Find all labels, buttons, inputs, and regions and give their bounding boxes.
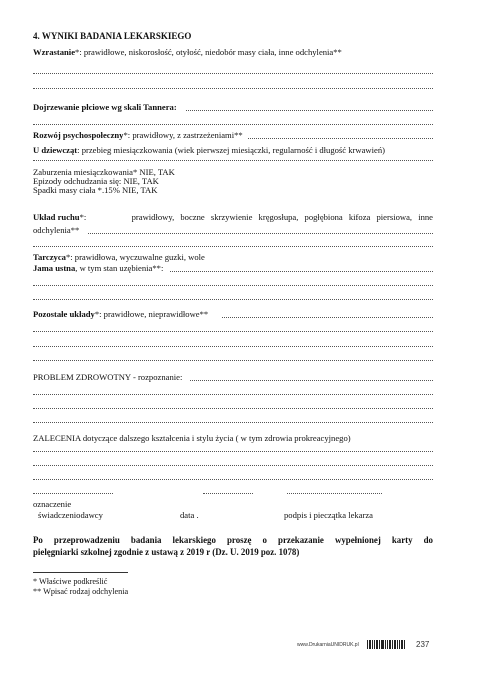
mouth-label: Jama ustna <box>33 263 76 273</box>
motion-line-2[interactable] <box>33 246 433 247</box>
provider-label-2: świadczeniodawcy <box>38 510 103 520</box>
notice-line-2: pielęgniarki szkolnej zgodnie z ustawą z 2019 r (Dz. U. 2019 poz. 1078) <box>33 547 300 557</box>
psychosocial-line[interactable] <box>248 138 433 139</box>
psychosocial-options: prawidłowy, z zastrzeżeniami** <box>130 130 243 140</box>
motion-options: prawidłowy, boczne skrzywienie kręgosłupa, pogłębiona kifoza piersiowa, inne <box>131 212 433 222</box>
footnote-separator <box>33 572 128 573</box>
other-systems-options: prawidłowe, nieprawidłowe** <box>101 309 209 319</box>
recommendations-line-2[interactable] <box>33 465 433 466</box>
growth-row <box>33 47 342 57</box>
other-systems-line-1[interactable] <box>222 317 433 318</box>
footer-url: www.DrukarniaUNIDRUK.pl <box>297 642 359 648</box>
motion-options-2: odchylenia** <box>33 225 80 235</box>
girls-row <box>33 145 385 155</box>
motion-line-1[interactable] <box>88 233 433 234</box>
doctor-signature-line[interactable] <box>287 493 382 494</box>
thyroid-marker: *: <box>65 252 73 262</box>
growth-marker: *: <box>75 47 82 57</box>
tanner-line-1[interactable] <box>186 110 433 111</box>
mouth-rest: , w tym stan uzębienia**: <box>75 263 164 273</box>
page-number: 237 <box>416 640 430 649</box>
menstrual-disorders: Zaburzenia miesiączkowania* NIE, TAK <box>33 167 175 177</box>
problem-line-1[interactable] <box>190 380 433 381</box>
footnote-1: * Właściwe podkreślić <box>33 577 108 586</box>
section-title: 4. WYNIKI BADANIA LEKARSKIEGO <box>33 31 192 41</box>
motion-marker: *: <box>79 212 87 222</box>
other-systems-line-2[interactable] <box>33 331 433 332</box>
recommendations-line-1[interactable] <box>33 451 433 452</box>
tanner-label: Dojrzewanie płciowe wg skali Tannera: <box>33 102 177 112</box>
provider-signature-line[interactable] <box>33 493 113 494</box>
growth-label: Wzrastanie <box>33 47 76 57</box>
psychosocial-row <box>33 130 243 140</box>
mouth-line-2[interactable] <box>33 285 433 286</box>
thyroid-label: Tarczyca <box>33 252 66 262</box>
menstrual-dieting: Epizody odchudzania się: NIE, TAK <box>33 176 159 186</box>
menstrual-weight-drops: Spadki masy ciała *.15% NIE, TAK <box>33 185 158 195</box>
problem-label: PROBLEM ZDROWOTNY - rozpoznanie: <box>33 372 183 382</box>
mouth-line-3[interactable] <box>33 299 433 300</box>
mouth-line-1[interactable] <box>170 271 433 272</box>
other-systems-label: Pozostałe układy <box>33 309 95 319</box>
problem-line-4[interactable] <box>33 422 433 423</box>
recommendations-line-3[interactable] <box>33 479 433 480</box>
recommendations-label: ZALECENIA dotyczące dalszego kształcenia i stylu życia ( w tym zdrowia prokreacyjnego) <box>33 433 351 443</box>
problem-line-2[interactable] <box>33 394 433 395</box>
other-systems-line-3[interactable] <box>33 346 433 347</box>
motion-label: Układ ruchu <box>33 212 80 222</box>
mouth-row <box>33 263 163 273</box>
provider-label-1: oznaczenie <box>33 499 72 509</box>
barcode-icon <box>367 640 405 649</box>
footnote-2: ** Wpisać rodzaj odchylenia <box>33 587 129 596</box>
other-systems-line-4[interactable] <box>33 360 433 361</box>
problem-line-3[interactable] <box>33 408 433 409</box>
girls-line[interactable] <box>33 160 433 161</box>
date-signature-line[interactable] <box>203 493 253 494</box>
growth-line-1[interactable] <box>33 73 433 74</box>
growth-line-2[interactable] <box>33 88 433 89</box>
doctor-signature-label: podpis i pieczątka lekarza <box>284 510 373 520</box>
girls-rest: : przebieg miesiączkowania (wiek pierwszej miesiączki, regularność i długość krwawień) <box>77 145 385 155</box>
motion-row <box>33 212 433 222</box>
date-label: data . <box>180 510 199 520</box>
notice-line-1: Po przeprowadzeniu badania lekarskiego proszę o przekazanie wypełnionej karty do <box>33 535 433 545</box>
thyroid-row <box>33 252 205 262</box>
thyroid-options: prawidłowa, wyczuwalne guzki, wole <box>72 252 205 262</box>
other-systems-marker: *: <box>94 309 102 319</box>
psychosocial-marker: *: <box>123 130 131 140</box>
tanner-line-2[interactable] <box>33 124 433 125</box>
growth-options: prawidłowe, niskorosłość, otyłość, niedobór masy ciała, inne odchylenia** <box>81 47 342 57</box>
psychosocial-label: Rozwój psychospołeczny <box>33 130 124 140</box>
girls-label: U dziewcząt <box>33 145 78 155</box>
other-systems-row <box>33 309 208 319</box>
